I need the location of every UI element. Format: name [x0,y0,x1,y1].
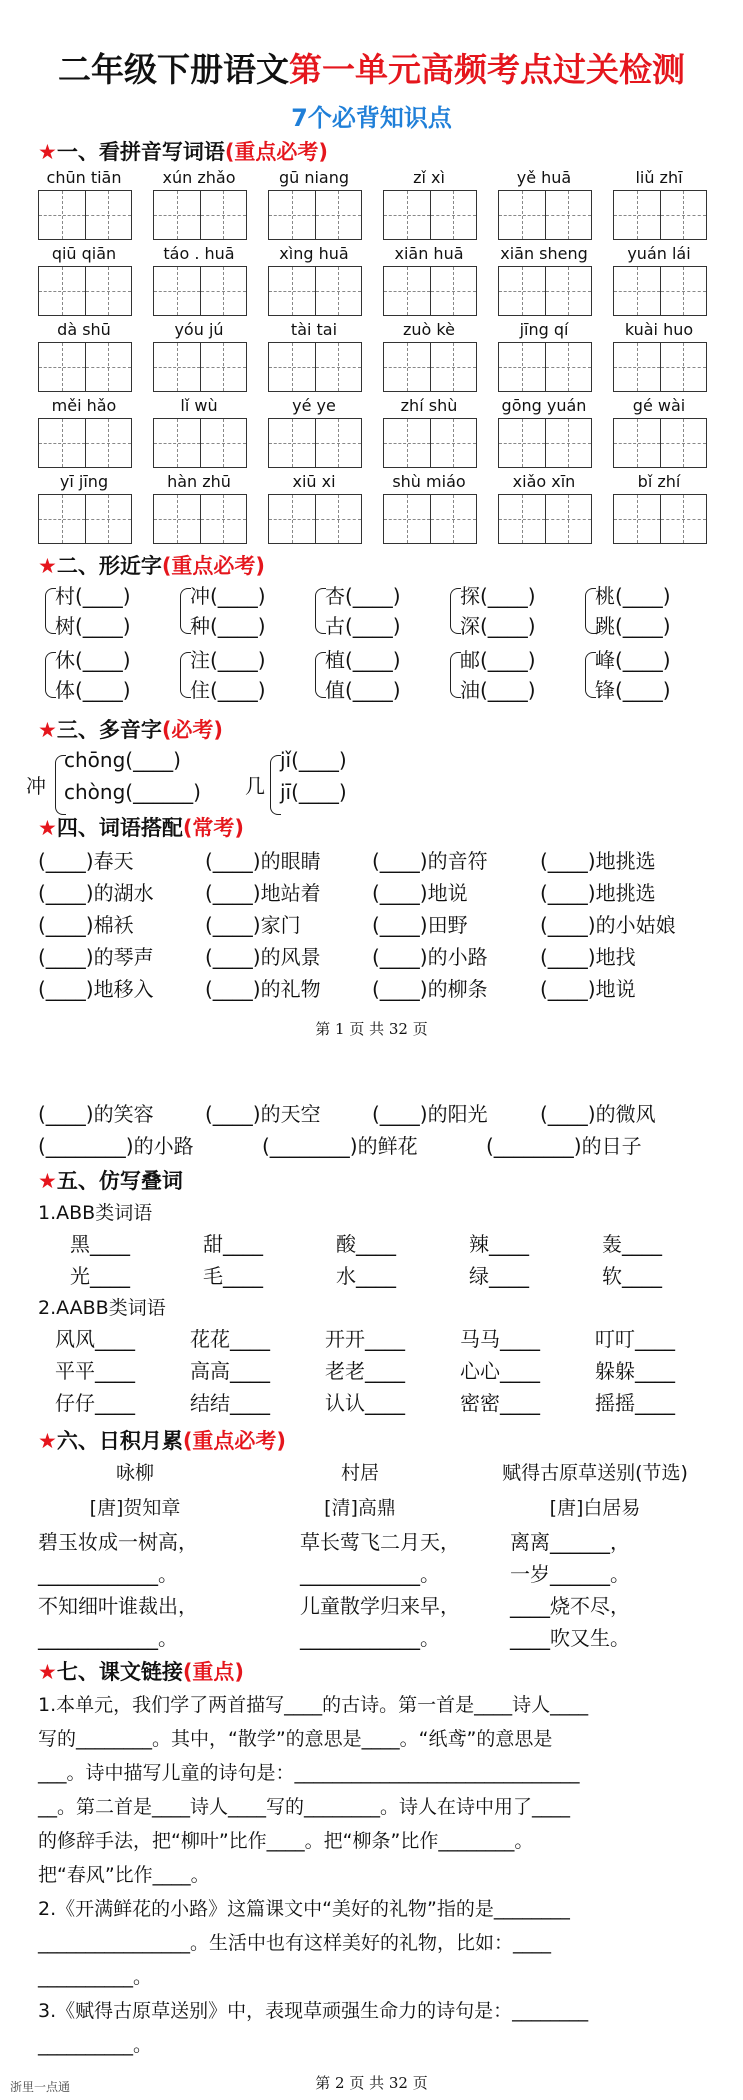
word-match-item: (____)的眼睛 [205,849,321,873]
pinyin-label: shù miáo [392,472,466,491]
word-match-item: (____)棉袄 [38,913,134,937]
abb-item: 辣____ [469,1232,529,1256]
writing-box-pair[interactable] [613,494,707,544]
writing-box-pair[interactable] [498,418,592,468]
word-match-item: (____)的风景 [205,945,321,969]
word-match-item: (____)春天 [38,849,134,873]
text-link-line: 的修辞手法，把“柳叶”比作____。把“柳条”比作________。 [38,1830,534,1852]
poem-author: [唐]贺知章 [89,1497,181,1519]
similar-char: 邮(____) [460,648,536,672]
pinyin-label: xún zhǎo [162,168,236,187]
word-match-item: (________)的鲜花 [262,1134,418,1158]
polyphone-reading: chòng(______) [64,780,201,804]
writing-cell[interactable] [39,495,86,543]
word-match-item: (____)的小路 [372,945,488,969]
word-match-item: (____)的音符 [372,849,488,873]
writing-box-pair[interactable] [383,418,477,468]
section-5-heading: ★五、仿写叠词 [38,1169,183,1193]
writing-cell[interactable] [499,267,546,315]
similar-char: 锋(____) [595,678,671,702]
section-3-heading: ★三、多音字(必考) [38,718,224,742]
writing-cell[interactable] [154,191,201,239]
writing-cell[interactable] [269,343,316,391]
poem-line: 碧玉妆成一树高， [38,1530,198,1554]
similar-char: 种(____) [190,614,266,638]
similar-char: 深(____) [460,614,536,638]
pinyin-label: xìng huā [279,244,349,263]
similar-char: 峰(____) [595,648,671,672]
writing-cell[interactable] [269,419,316,467]
writing-cell[interactable] [431,343,477,391]
word-match-item: (____)的微风 [540,1102,656,1126]
writing-cell[interactable] [499,495,546,543]
aabb-item: 开开____ [325,1327,405,1351]
text-link-line: ________________。生活中也有这样美好的礼物，比如：____ [38,1932,552,1954]
writing-cell[interactable] [431,495,477,543]
aabb-item: 认认____ [325,1391,405,1415]
poem-line: 儿童散学归来早， [300,1594,460,1618]
aabb-item: 高高____ [190,1359,270,1383]
writing-box-pair[interactable] [613,342,707,392]
abb-item: 光____ [70,1264,130,1288]
word-match-item: (____)地挑选 [540,849,656,873]
writing-cell[interactable] [384,191,431,239]
word-match-item: (____)地说 [372,881,468,905]
writing-cell[interactable] [614,191,661,239]
aabb-item: 叮叮____ [595,1327,675,1351]
aabb-item: 结结____ [190,1391,270,1415]
title-red: 第一单元高频考点过关检测 [289,50,685,89]
writing-cell[interactable] [201,267,247,315]
similar-char: 注(____) [190,648,266,672]
writing-box-pair[interactable] [383,190,477,240]
word-match-item: (____)的小姑娘 [540,913,676,937]
writing-cell[interactable] [316,267,362,315]
pinyin-label: gū niang [278,168,350,187]
writing-cell[interactable] [39,267,86,315]
abb-title: 1.ABB类词语 [38,1202,153,1224]
abb-item: 毛____ [203,1264,263,1288]
aabb-item: 心心____ [460,1359,540,1383]
writing-cell[interactable] [86,343,132,391]
poem-line: 离离______， [510,1530,630,1554]
writing-cell[interactable] [661,343,707,391]
pinyin-label: kuài huo [624,320,694,339]
writing-box-pair[interactable] [613,418,707,468]
text-link-line: 1.本单元，我们学了两首描写____的古诗。第一首是____诗人____ [38,1694,589,1716]
writing-box-pair[interactable] [498,494,592,544]
abb-item: 轰____ [602,1232,662,1256]
writing-box-pair[interactable] [38,418,132,468]
poem-line: ____吹又生。 [510,1626,630,1650]
word-match-item: (____)地站着 [205,881,321,905]
writing-box-pair[interactable] [383,342,477,392]
pinyin-label: chūn tiān [46,168,122,187]
writing-cell[interactable] [316,191,362,239]
writing-box-pair[interactable] [38,342,132,392]
poem-line: 不知细叶谁裁出， [38,1594,198,1618]
writing-cell[interactable] [614,495,661,543]
writing-box-pair[interactable] [613,190,707,240]
text-link-line: 把“春风”比作____。 [38,1864,210,1886]
section-2-heading: ★二、形近字(重点必考) [38,554,266,578]
writing-cell[interactable] [316,495,362,543]
writing-cell[interactable] [39,419,86,467]
text-link-line: ___。诗中描写儿童的诗句是：______________________________ [38,1762,580,1784]
text-link-line: 3.《赋得古原草送别》中，表现草顽强生命力的诗句是：________ [38,2000,589,2022]
section-7-heading: ★七、课文链接(重点) [38,1660,245,1684]
similar-char: 树(____) [55,614,131,638]
poem-line: ____________。 [300,1562,440,1586]
writing-cell[interactable] [154,419,201,467]
pinyin-label: zǐ xì [413,168,445,187]
writing-cell[interactable] [86,267,132,315]
writing-cell[interactable] [154,495,201,543]
word-match-item: (____)家门 [205,913,301,937]
subtitle: 7个必背知识点 [291,104,452,132]
writing-cell[interactable] [384,419,431,467]
text-link-line: __________。 [38,2034,153,2056]
word-match-item: (____)的天空 [205,1102,321,1126]
similar-char: 杏(____) [325,584,401,608]
poem-line: ____烧不尽， [510,1594,630,1618]
similar-char: 体(____) [55,678,131,702]
similar-char: 跳(____) [595,614,671,638]
writing-box-pair[interactable] [38,494,132,544]
page-title [0,44,743,91]
writing-cell[interactable] [546,191,592,239]
writing-cell[interactable] [384,267,431,315]
writing-box-pair[interactable] [153,342,247,392]
writing-cell[interactable] [86,419,132,467]
writing-box-pair[interactable] [153,418,247,468]
writing-cell[interactable] [269,495,316,543]
writing-cell[interactable] [661,419,707,467]
pinyin-label: yé ye [292,396,336,415]
writing-cell[interactable] [201,419,247,467]
poem-line: 草长莺飞二月天， [300,1530,460,1554]
pinyin-label: bǐ zhí [637,472,681,491]
writing-cell[interactable] [316,343,362,391]
abb-item: 软____ [602,1264,662,1288]
writing-cell[interactable] [201,495,247,543]
similar-char: 值(____) [325,678,401,702]
poem-author: [唐]白居易 [549,1497,641,1519]
writing-cell[interactable] [86,495,132,543]
word-match-item: (____)的柳条 [372,977,488,1001]
pinyin-label: gé wài [632,396,686,415]
polyphone-reading: jī(____) [280,780,347,804]
abb-item: 绿____ [469,1264,529,1288]
word-match-item: (____)的礼物 [205,977,321,1001]
word-match-item: (____)的琴声 [38,945,154,969]
aabb-item: 仔仔____ [55,1391,135,1415]
writing-cell[interactable] [39,191,86,239]
writing-box-pair[interactable] [498,342,592,392]
writing-cell[interactable] [499,343,546,391]
pinyin-label: liǔ zhī [635,168,683,187]
watermark: 浙里一点通 [10,2080,71,2094]
section-6-heading: ★六、日积月累(重点必考) [38,1429,287,1453]
pinyin-label: xiān sheng [500,244,588,263]
text-link-line: 2.《开满鲜花的小路》这篇课文中“美好的礼物”指的是________ [38,1898,570,1920]
pinyin-label: yě huā [516,168,572,187]
writing-box-pair[interactable] [383,266,477,316]
polyphone-reading: chōng(____) [64,748,181,772]
abb-item: 水____ [336,1264,396,1288]
similar-char: 村(____) [55,584,131,608]
writing-cell[interactable] [154,343,201,391]
page-footer: 第 2 页 共 32 页 [315,2074,428,2092]
pinyin-label: qiū qiān [51,244,117,263]
writing-cell[interactable] [546,267,592,315]
pinyin-label: yī jīng [59,472,109,491]
writing-cell[interactable] [384,495,431,543]
similar-char: 冲(____) [190,584,266,608]
poem-line: ____________。 [38,1562,178,1586]
writing-cell[interactable] [546,419,592,467]
writing-cell[interactable] [201,343,247,391]
word-match-item: (____)地找 [540,945,636,969]
aabb-item: 马马____ [460,1327,540,1351]
word-match-item: (____)田野 [372,913,468,937]
poem-line: ____________。 [38,1626,178,1650]
word-match-item: (____)的湖水 [38,881,154,905]
pinyin-label: yuán lái [627,244,691,263]
aabb-item: 老老____ [325,1359,405,1383]
writing-box-pair[interactable] [38,190,132,240]
similar-char: 油(____) [460,678,536,702]
similar-char: 休(____) [55,648,131,672]
pinyin-label: zhí shù [400,396,458,415]
writing-box-pair[interactable] [153,266,247,316]
aabb-title: 2.AABB类词语 [38,1297,166,1319]
polyphone-reading: jǐ(____) [280,748,347,772]
pinyin-label: xiū xi [292,472,336,491]
writing-cell[interactable] [431,191,477,239]
writing-cell[interactable] [86,191,132,239]
word-match-item: (____)地说 [540,977,636,1001]
writing-box-pair[interactable] [268,190,362,240]
abb-item: 甜____ [203,1232,263,1256]
pinyin-label: zuò kè [403,320,455,339]
writing-box-pair[interactable] [268,342,362,392]
similar-char: 桃(____) [595,584,671,608]
word-match-item: (____)的阳光 [372,1102,488,1126]
similar-char: 探(____) [460,584,536,608]
section-4-heading: ★四、词语搭配(常考) [38,816,245,840]
word-match-item: (________)的小路 [38,1134,194,1158]
pinyin-label: xiān huā [394,244,464,263]
writing-box-pair[interactable] [268,418,362,468]
pinyin-label: tài tai [290,320,338,339]
writing-box-pair[interactable] [268,266,362,316]
pinyin-label: gōng yuán [501,396,587,415]
aabb-item: 躲躲____ [595,1359,675,1383]
text-link-line: __________。 [38,1966,153,1988]
writing-cell[interactable] [499,419,546,467]
abb-item: 黑____ [70,1232,130,1256]
poem-title: 赋得古原草送别(节选) [502,1462,688,1484]
pinyin-label: lǐ wù [180,396,218,415]
writing-cell[interactable] [201,191,247,239]
poem-line: ____________。 [300,1626,440,1650]
title-black: 二年级下册语文 [58,50,289,89]
writing-box-pair[interactable] [383,494,477,544]
pinyin-label: táo . huā [163,244,235,263]
aabb-item: 花花____ [190,1327,270,1351]
writing-cell[interactable] [661,267,707,315]
pinyin-label: dà shū [57,320,111,339]
writing-box-pair[interactable] [613,266,707,316]
aabb-item: 平平____ [55,1359,135,1383]
writing-cell[interactable] [269,191,316,239]
poem-line: 一岁______。 [510,1562,630,1586]
poem-title: 村居 [340,1462,379,1484]
writing-box-pair[interactable] [498,190,592,240]
text-link-line: __。第二首是____诗人____写的________。诗人在诗中用了____ [38,1796,571,1818]
writing-box-pair[interactable] [498,266,592,316]
similar-char: 植(____) [325,648,401,672]
writing-box-pair[interactable] [153,494,247,544]
writing-cell[interactable] [316,419,362,467]
writing-cell[interactable] [499,191,546,239]
pinyin-label: měi hǎo [51,396,117,415]
poem-author: [清]高鼎 [324,1497,396,1519]
similar-char: 古(____) [325,614,401,638]
writing-cell[interactable] [431,267,477,315]
text-link-line: 写的________。其中，“散学”的意思是____。“纸鸢”的意思是 [38,1728,553,1750]
pinyin-label: yóu jú [174,320,224,339]
writing-cell[interactable] [154,267,201,315]
writing-box-pair[interactable] [153,190,247,240]
word-match-item: (________)的日子 [486,1134,642,1158]
writing-cell[interactable] [384,343,431,391]
poem-title: 咏柳 [115,1462,154,1484]
page-footer: 第 1 页 共 32 页 [315,1020,428,1038]
abb-item: 酸____ [336,1232,396,1256]
writing-cell[interactable] [661,191,707,239]
writing-cell[interactable] [614,343,661,391]
writing-cell[interactable] [39,343,86,391]
writing-box-pair[interactable] [268,494,362,544]
writing-cell[interactable] [546,495,592,543]
word-match-item: (____)地移入 [38,977,154,1001]
aabb-item: 密密____ [460,1391,540,1415]
pinyin-label: hàn zhū [167,472,231,491]
word-match-item: (____)地挑选 [540,881,656,905]
writing-box-pair[interactable] [38,266,132,316]
writing-cell[interactable] [614,267,661,315]
section-1-heading: ★一、看拼音写词语(重点必考) [38,140,329,164]
aabb-item: 风风____ [55,1327,135,1351]
polyphone-char: 几 [245,774,265,798]
aabb-item: 摇摇____ [595,1391,675,1415]
pinyin-label: xiǎo xīn [512,472,576,491]
writing-cell[interactable] [431,419,477,467]
polyphone-char: 冲 [26,774,46,798]
similar-char: 住(____) [190,678,266,702]
writing-cell[interactable] [546,343,592,391]
pinyin-label: jīng qí [519,320,569,339]
writing-cell[interactable] [614,419,661,467]
writing-cell[interactable] [661,495,707,543]
word-match-item: (____)的笑容 [38,1102,154,1126]
writing-cell[interactable] [269,267,316,315]
